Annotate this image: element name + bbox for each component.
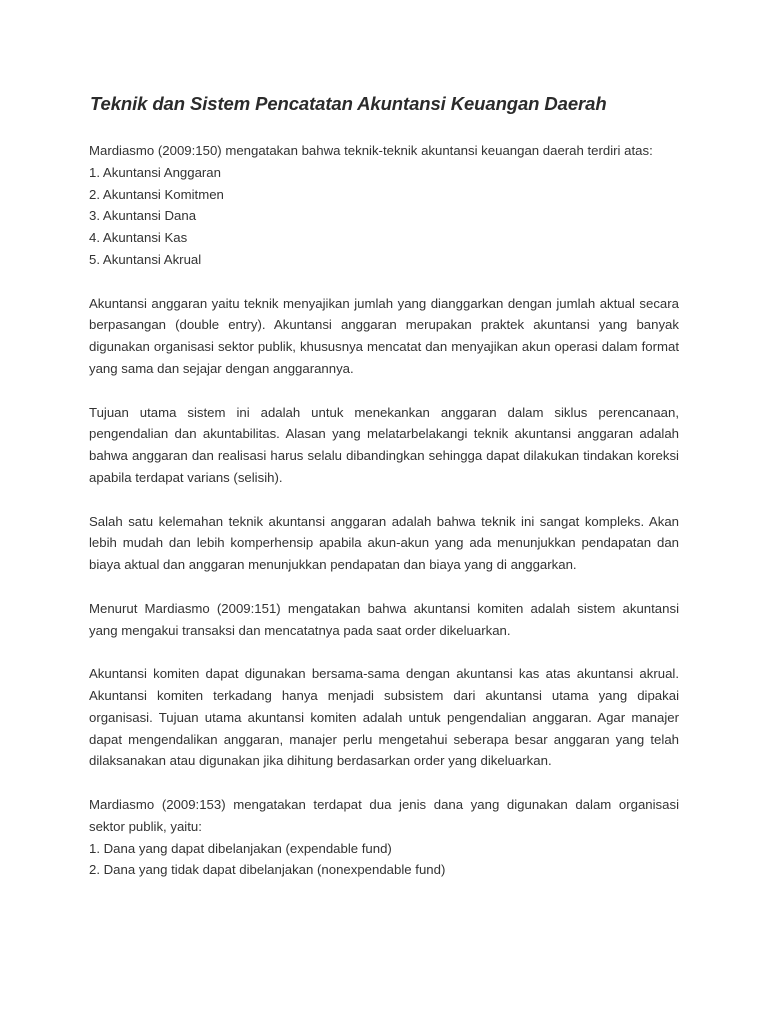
paragraph-spacer [89,576,679,598]
paragraph-kelemahan: Salah satu kelemahan teknik akuntansi anggaran adalah bahwa teknik ini sangat kompleks. Akan lebih mudah dan lebih komperhensip apabila akun-akun yang ada menunjukkan pendapatan dan biaya aktual dan anggaran menunjukkan pendapatan dan biaya yang di anggarkan. [89,513,679,573]
paragraph-spacer [89,772,679,794]
paragraph-komiten-penggunaan: Akuntansi komiten dapat digunakan bersama-sama dengan akuntansi kas atas akuntansi akrual. Akuntansi komiten terkadang hanya menjadi subsistem dari akuntansi utama yang dipakai organisasi. Tujuan utama akuntansi komiten adalah untuk pengendalian anggaran. Agar manajer dapat mengendalikan anggaran, manajer perlu mengetahui seberapa besar anggaran yang telah dilaksanakan atau digunakan jika dihitung berdasarkan order yang dikeluarkan. [89,666,679,769]
techniques-list [89,162,679,271]
list-item: 3. Akuntansi Dana [89,208,197,224]
list-item: 4. Akuntansi Kas [89,230,188,246]
intro-paragraph: Mardiasmo (2009:150) mengatakan bahwa teknik-teknik akuntansi keuangan daerah terdiri atas: [89,143,653,158]
list-item: 1. Dana yang dapat dibelanjakan (expendable fund) [89,840,392,856]
list-item: 5. Akuntansi Akrual [89,251,202,267]
paragraph-anggaran: Akuntansi anggaran yaitu teknik menyajikan jumlah yang dianggarkan dengan jumlah aktual secara berpasangan (double entry). Akuntansi anggaran merupakan praktek akuntansi yang banyak digunakan organisasi sektor publik, khususnya mencatat dan menyajikan akun operasi dalam format yang sama dan sejajar dengan anggarannya. [89,295,679,376]
paragraph-spacer [89,489,679,511]
list-item: 2. Dana yang tidak dapat dibelanjakan (nonexpendable fund) [89,862,446,878]
document-body [89,140,679,881]
fund-types-list [89,838,679,882]
list-item: 2. Akuntansi Komitmen [89,186,224,202]
paragraph-spacer [89,641,679,663]
paragraph-tujuan: Tujuan utama sistem ini adalah untuk menekankan anggaran dalam siklus perencanaan, pengendalian dan akuntabilitas. Alasan yang melatarbelakangi teknik akuntansi anggaran adalah bahwa anggaran dan realisasi harus selalu dibandingkan sehingga dapat dilakukan tindakan koreksi apabila terdapat varians (selisih). [89,404,679,485]
paragraph-jenis-dana: Mardiasmo (2009:153) mengatakan terdapat dua jenis dana yang digunakan dalam organisasi sektor publik, yaitu: [89,796,679,834]
paragraph-spacer [89,380,679,402]
document-title: Teknik dan Sistem Pencatatan Akuntansi Keuangan Daerah [90,93,607,114]
paragraph-spacer [89,271,679,293]
paragraph-komiten-definisi: Menurut Mardiasmo (2009:151) mengatakan bahwa akuntansi komiten adalah sistem akuntansi yang mengakui transaksi dan mencatatnya pada saat order dikeluarkan. [89,600,679,638]
list-item: 1. Akuntansi Anggaran [89,164,221,180]
